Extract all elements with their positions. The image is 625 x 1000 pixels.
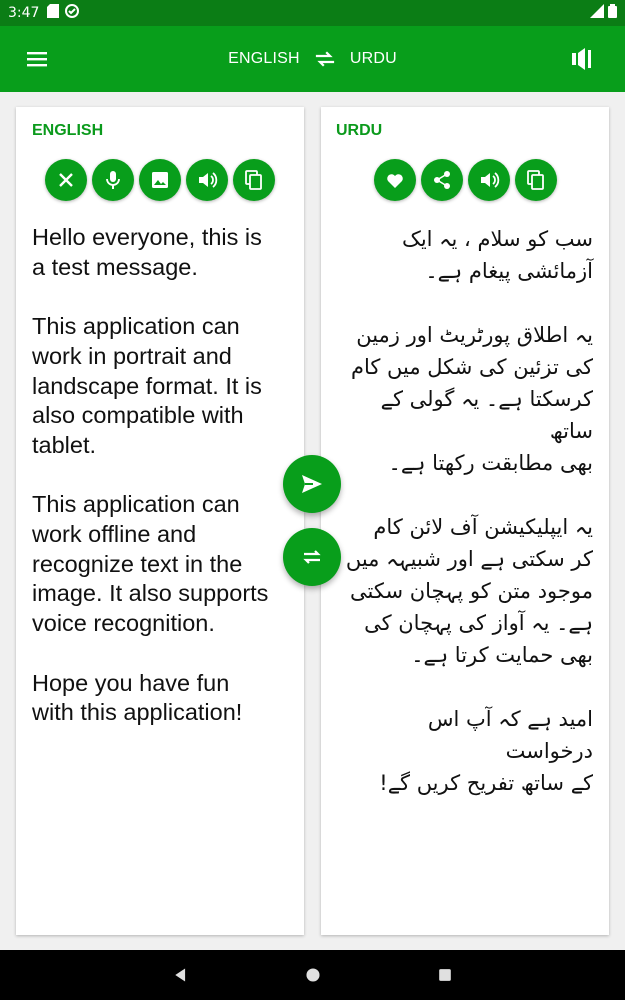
heart-icon <box>384 169 406 191</box>
swap-icon[interactable] <box>314 48 336 70</box>
swap-languages-button[interactable] <box>283 528 341 586</box>
close-icon <box>55 169 77 191</box>
app-bar <box>0 26 625 92</box>
image-button[interactable] <box>139 159 181 201</box>
battery-icon <box>608 4 617 22</box>
status-time: 3:47 <box>8 5 40 21</box>
recents-icon[interactable] <box>434 964 456 986</box>
swap-icon <box>299 544 325 570</box>
volume-icon <box>196 169 218 191</box>
source-action-row <box>16 159 304 201</box>
source-text[interactable]: Hello everyone, this is a test message. This application can work in portrait and landscape format. It is also compatible with tablet. This application can work offline and recognize text in the image. It also supports voice recognition. Hope you have fun with this application! <box>32 224 269 726</box>
copy-target-button[interactable] <box>515 159 557 201</box>
microphone-button[interactable] <box>92 159 134 201</box>
home-icon[interactable] <box>302 964 324 986</box>
target-panel-label: URDU <box>336 122 383 139</box>
copy-source-button[interactable] <box>233 159 275 201</box>
status-bar <box>0 0 625 26</box>
language-switcher <box>0 26 625 92</box>
sd-card-icon <box>47 4 59 22</box>
target-action-row <box>321 159 609 201</box>
share-button[interactable] <box>421 159 463 201</box>
microphone-icon <box>102 169 124 191</box>
speaker-icon[interactable] <box>569 46 595 72</box>
translate-button[interactable] <box>283 455 341 513</box>
share-icon <box>431 169 453 191</box>
wifi-icon <box>590 4 604 22</box>
target-panel <box>321 107 609 935</box>
source-language-button[interactable]: ENGLISH <box>228 50 300 67</box>
volume-icon <box>478 169 500 191</box>
send-icon <box>299 471 325 497</box>
clear-button[interactable] <box>45 159 87 201</box>
source-panel <box>16 107 304 935</box>
favorite-button[interactable] <box>374 159 416 201</box>
copy-icon <box>525 169 547 191</box>
speak-source-button[interactable] <box>186 159 228 201</box>
navigation-bar <box>0 950 625 1000</box>
sync-icon <box>65 4 79 22</box>
target-language-button[interactable]: URDU <box>349 50 397 67</box>
source-panel-label: ENGLISH <box>32 122 104 139</box>
image-icon <box>149 169 171 191</box>
copy-icon <box>243 169 265 191</box>
back-icon[interactable] <box>170 964 192 986</box>
speak-target-button[interactable] <box>468 159 510 201</box>
target-text[interactable]: سب کو سلام ، یہ ایک آزمائشی پیغام ہے۔ یہ اطلاق پورٹریٹ اور زمین کی تزئین کی شکل میں کام کرسکتا ہے۔ یہ گولی کے ساتھ بھی مطابقت رکھتا ہے۔ یہ ایپلیکیشن آف لائن کام کر سکتی ہے اور شبیہہ میں موجود متن کو پہچان سکتی ہے۔ یہ آواز کی پہچان کی بھی حمایت کرتا ہے۔ امید ہے کہ آپ اس درخواست کے ساتھ تفریح کریں گے! <box>345 227 593 795</box>
